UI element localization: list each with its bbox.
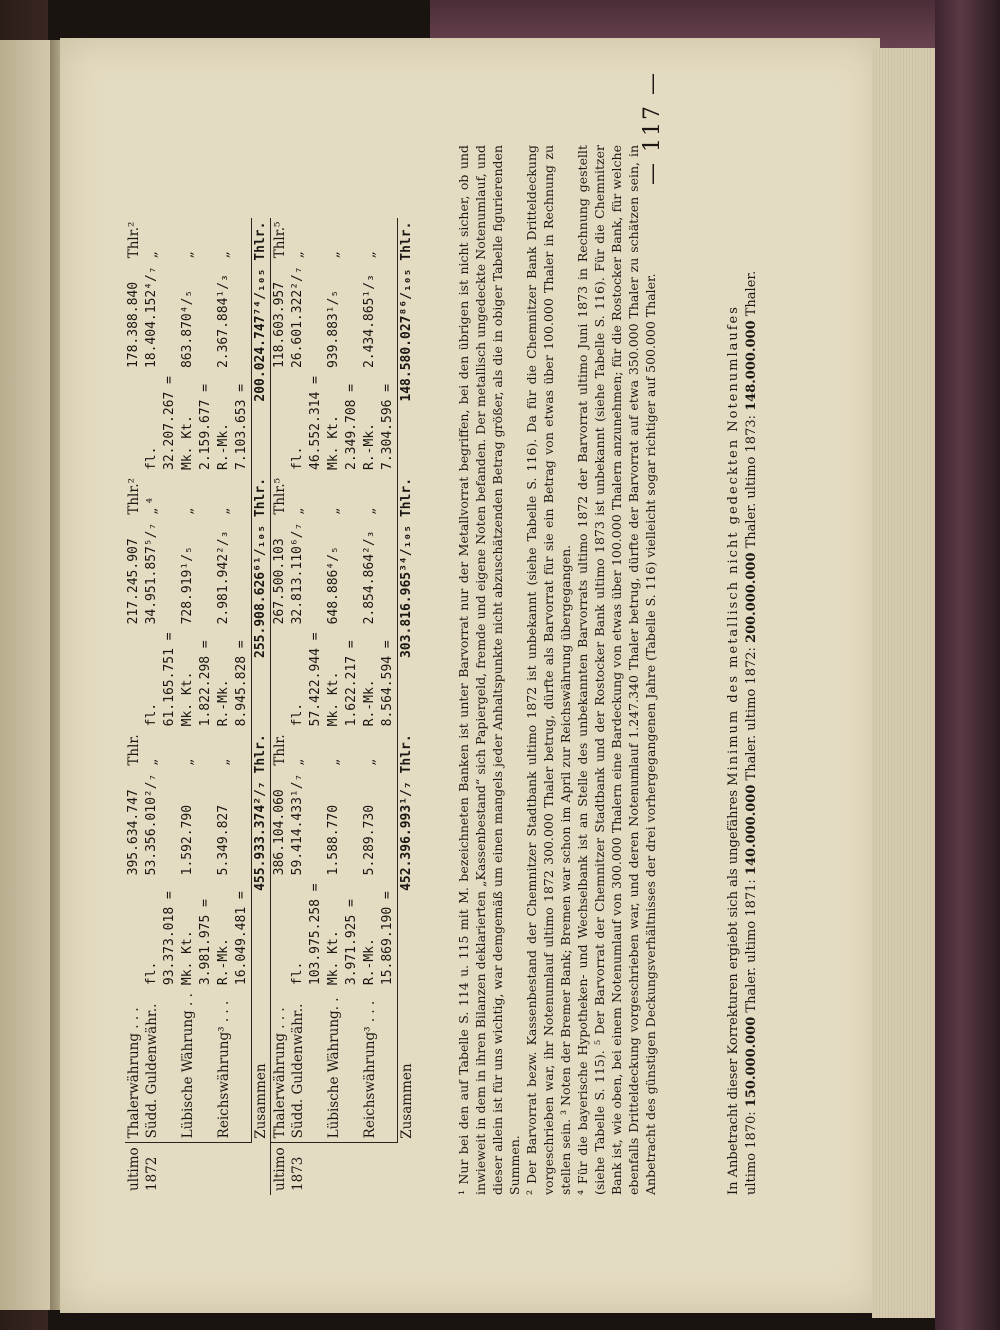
rotated-page-content [125,35,825,1195]
table-1872 [125,218,271,1195]
cell: 5.349.827 [215,770,252,880]
cell: 1.588.770 [326,804,341,876]
cell: 53.356.010²/₇ [144,773,159,876]
sum-value: 303.816.965³⁴/₁₀₅ Thlr. [399,477,414,658]
cell: „ [326,251,342,259]
sum-label: Zusammen [252,989,271,1143]
cell: 267.500.103 [272,538,287,625]
cell: „ [215,730,252,769]
cell [125,372,143,474]
cell: fl. 61.165.751 = [144,632,177,727]
cell: 386.104.060 [272,789,287,876]
row-name: Südd. Guldenwähr.. [290,1003,306,1139]
year-label: ultimo 1873 [271,1143,398,1195]
year-label: ultimo 1872 [125,1143,252,1195]
cell: 26.601.322²/₇ [290,266,305,369]
cell: „ [144,251,160,259]
cell: R.-Mk. 7.103.653 = [215,372,252,474]
cell: 1.592.790 [180,804,195,876]
cell: Mk. Kt. 1.622.217 = [326,640,359,727]
cell: „ [215,218,252,263]
table-row [361,218,398,1195]
cell: „ ⁴ [144,497,160,515]
footnotes [455,145,659,1195]
cell: 118.603.957 [272,281,287,369]
table-row [143,218,179,1195]
sum-value: 455.933.374²/₇ Thlr. [252,730,271,989]
cell: fl. 32.207.267 = [144,376,177,470]
table-row [271,218,290,1195]
cell [271,372,290,474]
cell: R.-Mk. 16.049.481 = [215,879,252,989]
row-name: Reichswährung³ . . . [215,989,252,1143]
row-name: Südd. Guldenwähr.. [144,1003,160,1139]
cell: fl. 93.373.018 = [144,891,177,986]
cell: Mk. Kt. 3.971.925 = [326,899,359,986]
table-row [215,218,252,1195]
cell: Thlr.⁵ [272,477,288,515]
page-number: — 117 — [640,71,665,185]
cell: „ [361,218,398,263]
summary-values: ultimo 1870: 150.000.000 Thaler. ultimo 1871: 140.000.000 Thaler. ultimo 1872: 200.000.000 Thaler. ultimo 1873: 148.000.000 Thaler. [744,270,759,1195]
cell: 18.404.152⁴/₇ [144,266,159,369]
summary [725,145,761,1195]
cell: „ [361,474,398,519]
table-row [179,218,215,1195]
cell: 217.245.907 [126,538,141,625]
cell: fl. 57.422.944 = [290,632,323,727]
footnote: ¹ Nur bei den auf Tabelle S. 114 u. 115 mit M. bezeichneten Banken ist unter Barvorrat nur der Metallvorrat begriffen, bei den übrigen ist nicht sicher, ob und inwieweit in dem in ihren Bilanzen deklarierten „Kassenbestand“ sich Papiergeld, fremde und eigene Noten befanden. Der metallisch ungedeckte Notenumlauf, und dieser allein ist für uns wichtig, war demgemäß um einen mangels jeder Anhaltspunkte nicht abzuschätzenden Betrag größer, als die in obiger Tabelle figurierenden Summen. [456,145,522,1195]
cell: „ [326,507,342,515]
cell: R.-Mk. 15.869.190 = [361,879,398,989]
cell: Mk. Kt. 2.349.708 = [326,383,359,470]
footnote: ⁴ Für die bayerische Hypotheken- und Wechselbank ist an Stelle des unbekannten Barvorrats ultimo 1872 der Barvorrat ultimo Juni 1873 in Rechnung gestellt (siehe Tabelle S. 115). ⁵ Der Barvorrat der Chemnitzer Stadtbank und der Rostocker Bank ultimo 1873 ist unbekannt (siehe Tabelle S. 116). Für die Chemnitzer Bank ist, wie oben, bei einem Notenumlauf von 300.000 Thalern eine Bardeckung von etwas über 100.000 Thalern anzunehmen; für die Rostocker Bank, für welche ebenfalls Dritteldeckung vorgeschrieben war, und deren Notenumlauf 1.247.340 Thaler betrug, dürfte der Barvorrat auf etwa 350.000 Thaler zu schätzen sein, in Anbetracht des günstigen Deckungsverhältnisses der drei vorhergegangenen Jahre (Tabelle S. 116) vielleicht sogar richtiger auf 500.000 Thaler. [575,145,658,1195]
footnote: ² Der Barvorrat bezw. Kassenbestand der Chemnitzer Stadtbank ultimo 1872 ist unbekannt (siehe Tabelle S. 116). Da für die Chemnitzer Bank Dritteldeckung vorgeschrieben war, ihr Notenumlauf ultimo 1872 300.000 Thaler betrug, dürfte als Barvorrat für sie ein Betrag von etwas über 100.000 Thaler in Rechnung zu stellen sein. ³ Noten der Bremer Bank; Bremen war schon im April zur Reichswährung übergegangen. [524,145,573,1195]
sum-value: 452.396.993¹/₇ Thlr. [399,734,414,891]
cell: „ [290,507,306,515]
row-name: Reichswährung³ . . . [361,989,398,1143]
sum-value: 200.024.747⁷⁴/₁₀₅ Thlr. [252,218,271,474]
row-name: Lübische Währung . . [180,993,196,1139]
sum-row [398,218,417,1195]
cell: „ [144,758,160,766]
cell: Thlr.² [126,221,142,259]
cell: 34.951.857⁵/₇ [144,522,159,625]
cell: fl. 46.552.314 = [290,376,323,470]
sum-value: 148.580.027⁸⁶/₁₀₅ Thlr. [399,221,414,402]
cell: „ [326,758,342,766]
cell: „ [290,251,306,259]
cell: 2.434.865¹/₃ [361,262,398,372]
cell: 59.414.433¹/₇ [290,773,305,876]
cell: Thlr. [126,734,142,766]
cell [252,1143,271,1195]
cell: „ [180,507,196,515]
cell: 178.388.840 [126,281,141,369]
cell: Thlr. [272,734,288,766]
sum-value: 255.908.626⁶¹/₁₀₅ Thlr. [252,474,271,730]
sum-label: Zusammen [399,1063,415,1139]
cell: 32.813.110⁶/₇ [290,522,305,625]
row-name: Lübische Währung. . [326,997,342,1139]
cell: R.-Mk. 8.945.828 = [215,628,252,730]
cell: Thlr.² [126,477,142,515]
cell: Mk. Kt. 3.981.975 = [180,899,213,986]
cell: R.-Mk. 7.304.596 = [361,372,398,474]
page-edges [872,48,942,1318]
cell: 5.289.730 [361,770,398,880]
table-row [125,218,143,1195]
sum-row [252,218,271,1195]
cell: „ [215,474,252,519]
book-cover-right [935,0,1000,1330]
banknote-table [125,218,416,1195]
cell: Mk. Kt. 1.822.298 = [180,640,213,727]
cell: 2.854.864²/₃ [361,519,398,629]
cell: „ [361,730,398,769]
cell: R.-Mk. 8.564.594 = [361,628,398,730]
cell: Thlr.⁵ [272,221,288,259]
cell [271,879,290,989]
table-1873 [271,218,417,1195]
cell: 648.886⁴/₅ [326,546,341,625]
cell [125,628,143,730]
row-name: Thalerwährung . . . [126,1007,142,1139]
cell [125,879,143,989]
cell: „ [180,251,196,259]
cell: fl. 103.975.258 = [290,883,323,986]
cell: 728.919¹/₅ [180,546,195,625]
row-name: Thalerwährung . . . [272,1007,288,1139]
cell [398,1143,417,1195]
summary-emphasis: Minimum des metallisch nicht gedeckten Notenumlaufes [726,305,741,786]
cell [271,628,290,730]
cell: Mk. Kt. 2.159.677 = [180,383,213,470]
table-row [325,218,361,1195]
cell: 2.367.884¹/₃ [215,262,252,372]
cell: 863.870⁴/₅ [180,289,195,369]
cell: „ [180,758,196,766]
cell: 395.634.747 [126,789,141,876]
summary-line: In Anbetracht dieser Korrekturen ergiebt sich als ungefähres Minimum des metallisch nicht gedeckten Notenumlaufes [726,305,741,1195]
cell: 2.981.942²/₃ [215,519,252,629]
cell: 939.883¹/₅ [326,289,341,369]
table-row [289,218,325,1195]
cell: „ [290,758,306,766]
